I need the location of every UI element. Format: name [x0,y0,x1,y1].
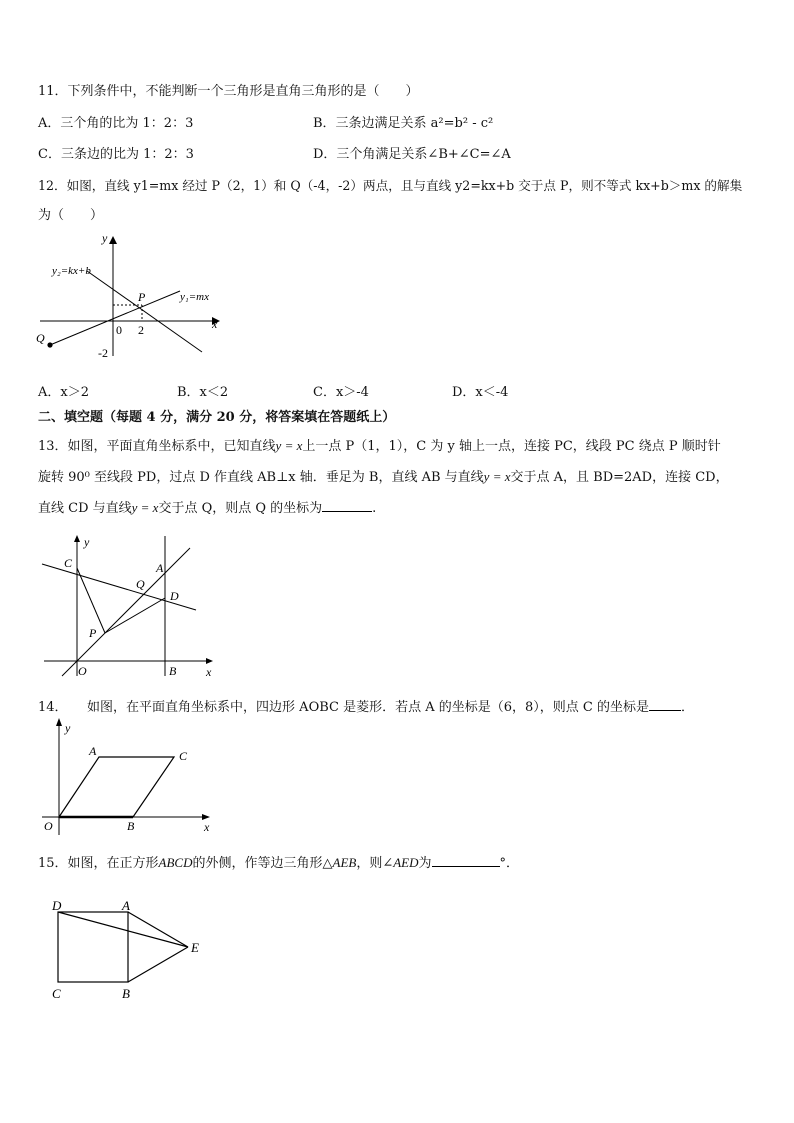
q12-label-neg2: -2 [98,346,108,358]
q13-line3-b: 交于点 Q，则点 Q 的坐标为 [158,501,323,516]
q15-label-a: A [122,898,130,913]
q12-label-y2: y₂=kx+b [52,265,91,277]
q13-line1-b: 上一点 P（1，1），C 为 y 轴上一点，连接 PC，线段 PC 绕点 P 顺时针 [302,439,721,454]
q12-option-b: B．x＜2 [177,385,229,400]
q12-option-d: D．x＜-4 [452,385,509,400]
q14-end: ． [681,700,695,715]
q11-option-a: A．三个角的比为 1：2：3 [38,116,194,131]
q13-line1 [38,436,721,457]
q15-segment-be [128,947,188,982]
q13-label-c: C [64,556,73,570]
q13-answer-blank [322,497,372,512]
q13-line-cd [42,564,196,610]
q14-label-x: x [204,820,210,834]
q13-figure [38,530,218,680]
q13-line1-eq: y = x [275,438,303,453]
q15-label-d: D [52,898,62,913]
q15-stem-b: 的外侧，作等边三角形△ [192,856,333,871]
q13-line2-a: 旋转 90⁰ 至线段 PD，过点 D 作直线 AB⊥x 轴．垂足为 B，直线 AB 与直线 [38,470,484,485]
q12-option-a: A．x＞2 [38,385,89,400]
q13-label-b: B [169,664,177,678]
q15-stem-a: 15．如图，在正方形 [38,856,159,871]
q15-stem-aed: AED [393,855,419,870]
q13-x-arrow-icon [206,658,213,664]
q14-label-y: y [65,721,71,735]
q13-line-y-eq-x [62,548,190,676]
q12-stem-line1: 12．如图，直线 y1=mx 经过 P（2，1）和 Q（-4，-2）两点，且与直线 y2=kx+b 交于点 P，则不等式 kx+b＞mx 的解集 [38,178,743,193]
q15-stem-c: ，则∠ [356,856,394,871]
q13-label-a: A [156,561,164,575]
q15-segment-ae [128,912,188,947]
q13-line2-eq: y = x [483,469,511,484]
q14-label-o: O [44,819,53,833]
q14-figure [38,714,228,840]
q15-stem-abcd: ABCD [158,855,193,870]
q15-stem-line [38,852,519,874]
q13-segment-pc [77,568,105,633]
q13-label-y: y [84,535,90,549]
q12-line-y1 [50,291,180,345]
q15-label-e: E [191,940,199,955]
q13-label-q: Q [136,577,145,591]
q11-option-d: D．三个角满足关系∠B+∠C=∠A [313,147,511,162]
section2-title: 二、填空题（每题 4 分，满分 20 分，将答案填在答题纸上） [38,410,396,425]
q14-stem: 14． 如图，在平面直角坐标系中，四边形 AOBC 是菱形．若点 A 的坐标是（6，8），则点 C 的坐标是 [38,700,650,715]
q13-line1-a: 13．如图，平面直角坐标系中，已知直线 [38,439,276,454]
q12-point-q [47,342,52,347]
q14-answer-blank [649,696,681,711]
q13-line2 [38,467,729,488]
q11-option-b: B．三条边满足关系 a²=b² - c² [313,116,494,131]
q13-label-o: O [78,664,87,678]
q12-figure [30,228,240,358]
q12-label-2: 2 [138,323,144,337]
q11-option-c: C．三条边的比为 1：2：3 [38,147,194,162]
q13-y-arrow-icon [74,535,80,542]
q14-label-c: C [179,749,188,763]
q12-stem-line2: 为（ ） [38,208,104,223]
q15-segment-de [58,912,188,947]
q14-rhombus-aobc [59,757,174,817]
q15-label-c: C [52,986,61,1001]
q14-y-arrow-icon [56,718,62,726]
q13-label-x: x [206,665,212,679]
q13-label-p: P [89,626,97,640]
q12-label-x: x [212,317,218,331]
q13-line3-end: . [372,501,377,516]
q12-label-q: Q [36,331,45,345]
q12-label-y1: y₁=mx [180,291,209,303]
q12-line-y2 [87,271,202,352]
q13-label-d: D [170,589,179,603]
q13-line3-a: 直线 CD 与直线 [38,501,132,516]
q15-answer-blank [432,852,500,867]
q11-stem: 11．下列条件中，不能判断一个三角形是直角三角形的是（ ） [38,84,419,99]
q13-line3-eq: y = x [131,500,159,515]
q15-stem-aeb: AEB [332,855,357,870]
q12-label-y: y [102,231,108,245]
q14-label-a: A [89,744,97,758]
q15-stem-end: °． [499,856,520,871]
q13-line2-b: 交于点 A，且 BD=2AD，连接 CD， [510,470,729,485]
q15-square-abcd [58,912,128,982]
q15-label-b: B [122,986,130,1001]
q15-figure [44,893,214,1005]
q12-label-o: 0 [116,323,122,337]
q12-option-c: C．x＞-4 [313,385,369,400]
q14-label-b: B [127,819,135,833]
q13-line3 [38,497,376,519]
q12-y-arrow-icon [109,236,117,244]
q15-stem-d: 为 [418,856,432,871]
q12-label-p: P [138,290,146,304]
